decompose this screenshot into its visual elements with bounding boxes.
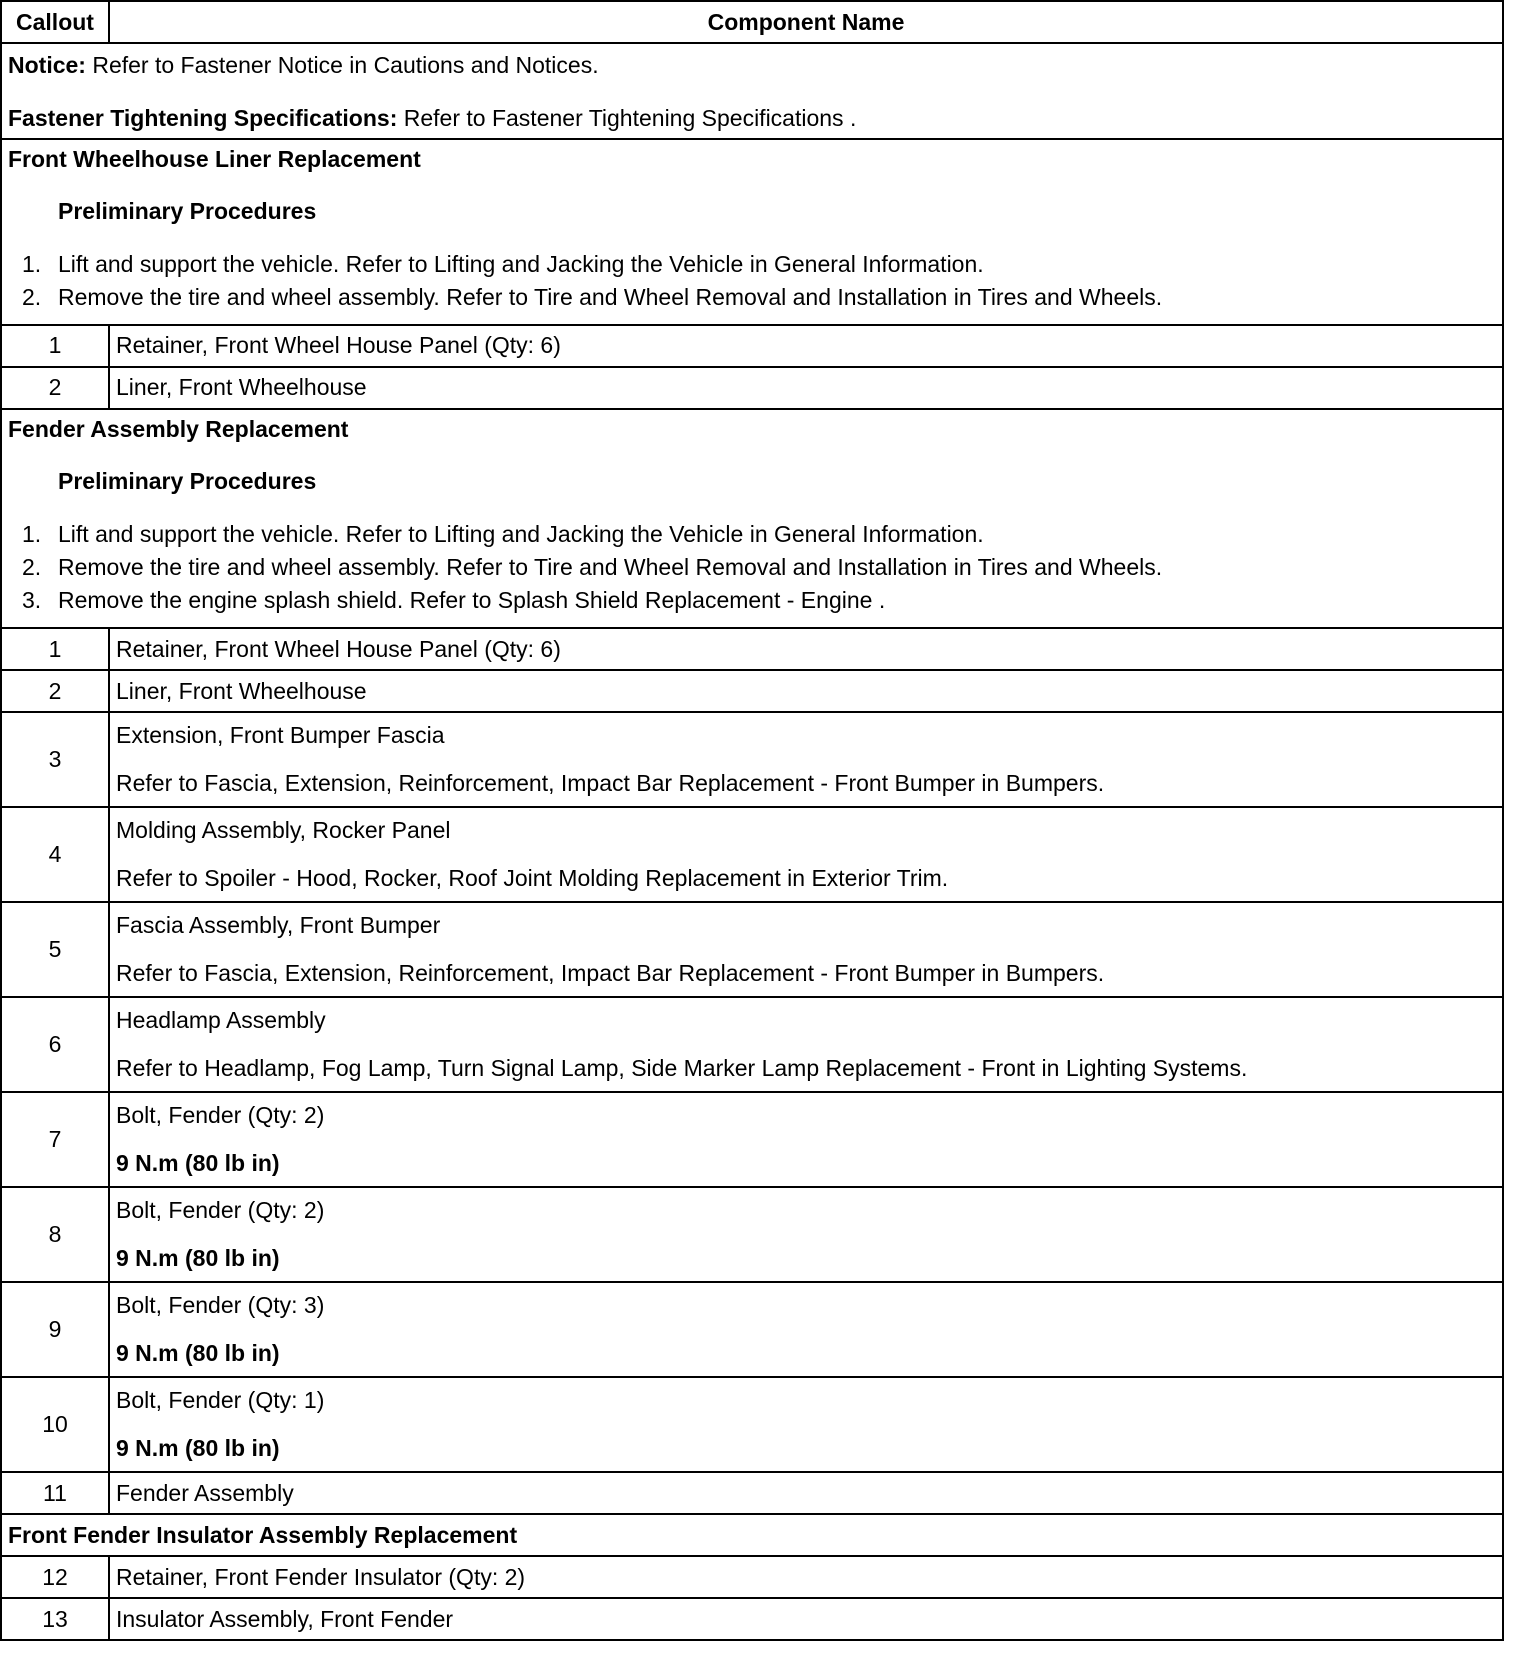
procedure-steps (8, 251, 1496, 311)
table-row (1, 670, 1503, 712)
component-name: Bolt, Fender (Qty: 3) (116, 1291, 325, 1318)
callout-cell: 5 (1, 902, 109, 997)
table-row (1, 325, 1503, 367)
component-reference: Refer to Spoiler - Hood, Rocker, Roof Joint Molding Replacement in Exterior Trim. (116, 865, 949, 892)
procedure-step (8, 284, 1496, 310)
callout-cell: 4 (1, 807, 109, 902)
step-number: 2. (22, 284, 42, 311)
callout-cell: 2 (1, 367, 109, 409)
component-name-cell: Fender Assembly (109, 1472, 1503, 1514)
header-row (1, 1, 1503, 43)
torque-spec: 9 N.m (80 lb in) (116, 1435, 280, 1462)
callout-cell: 7 (1, 1092, 109, 1187)
table-row (1, 1472, 1503, 1514)
table-row (1, 628, 1503, 670)
spec-label: Fastener Tightening Specifications: (8, 105, 398, 132)
callout-cell: 6 (1, 997, 109, 1092)
component-name-cell (109, 1282, 1503, 1377)
table-row (1, 807, 1503, 902)
step-text: Remove the engine splash shield. Refer to Splash Shield Replacement - Engine . (58, 587, 886, 614)
component-name-cell: Insulator Assembly, Front Fender (109, 1598, 1503, 1640)
step-number: 1. (22, 250, 42, 277)
preliminary-title: Preliminary Procedures (58, 198, 317, 225)
component-name-cell (109, 997, 1503, 1092)
table-row (1, 1092, 1503, 1187)
component-name: Bolt, Fender (Qty: 2) (116, 1101, 325, 1128)
section-liner (1, 139, 1503, 325)
component-name-cell (109, 712, 1503, 807)
procedure-steps (8, 521, 1496, 614)
step-number: 2. (22, 553, 42, 580)
section-fender-cell (1, 409, 1503, 628)
callout-cell: 9 (1, 1282, 109, 1377)
component-name: Fascia Assembly, Front Bumper (116, 911, 441, 938)
table-row (1, 1377, 1503, 1472)
component-name: Bolt, Fender (Qty: 2) (116, 1196, 325, 1223)
component-name: Molding Assembly, Rocker Panel (116, 816, 451, 843)
callout-cell: 2 (1, 670, 109, 712)
section-liner-cell (1, 139, 1503, 325)
step-text: Remove the tire and wheel assembly. Refer to Tire and Wheel Removal and Installation in Tires and Wheels. (58, 284, 1163, 311)
section-insulator (1, 1514, 1503, 1556)
procedure-step (8, 521, 1496, 547)
table-row (1, 367, 1503, 409)
callout-cell: 13 (1, 1598, 109, 1640)
section-title: Front Fender Insulator Assembly Replacement (1, 1514, 1503, 1556)
component-reference: Refer to Fascia, Extension, Reinforcement, Impact Bar Replacement - Front Bumper in Bumpers. (116, 770, 1105, 797)
callout-cell: 1 (1, 325, 109, 367)
table-row (1, 902, 1503, 997)
torque-spec: 9 N.m (80 lb in) (116, 1245, 280, 1272)
table-row (1, 1187, 1503, 1282)
component-name-cell (109, 1377, 1503, 1472)
notice-label: Notice: (8, 52, 86, 78)
component-name-cell (109, 807, 1503, 902)
section-title: Fender Assembly Replacement (8, 415, 349, 442)
procedure-step (8, 554, 1496, 580)
step-number: 1. (22, 520, 42, 547)
component-reference: Refer to Headlamp, Fog Lamp, Turn Signal Lamp, Side Marker Lamp Replacement - Front in Lighting Systems. (116, 1055, 1248, 1082)
torque-spec: 9 N.m (80 lb in) (116, 1150, 280, 1177)
table-row (1, 1282, 1503, 1377)
component-name: Bolt, Fender (Qty: 1) (116, 1386, 325, 1413)
notice-cell (1, 43, 1503, 139)
procedure-step (8, 251, 1496, 277)
table-row (1, 997, 1503, 1092)
notice-line (8, 52, 1496, 78)
callout-cell: 8 (1, 1187, 109, 1282)
step-number: 3. (22, 587, 42, 614)
component-name-cell (109, 1187, 1503, 1282)
spec-text: Refer to Fastener Tightening Specifications . (397, 105, 857, 132)
callout-header: Callout (1, 1, 109, 43)
section-fender (1, 409, 1503, 628)
notice-row (1, 43, 1503, 139)
component-name-cell: Liner, Front Wheelhouse (109, 367, 1503, 409)
component-name: Extension, Front Bumper Fascia (116, 721, 445, 748)
component-reference: Refer to Fascia, Extension, Reinforcement, Impact Bar Replacement - Front Bumper in Bumpers. (116, 960, 1105, 987)
component-name-cell: Retainer, Front Wheel House Panel (Qty: 6) (109, 628, 1503, 670)
preliminary-title: Preliminary Procedures (58, 468, 317, 495)
torque-spec: 9 N.m (80 lb in) (116, 1340, 280, 1367)
callout-cell: 11 (1, 1472, 109, 1514)
callout-cell: 10 (1, 1377, 109, 1472)
step-text: Lift and support the vehicle. Refer to Lifting and Jacking the Vehicle in General Information. (58, 250, 984, 277)
component-name-cell: Retainer, Front Fender Insulator (Qty: 2) (109, 1556, 1503, 1598)
table-row (1, 1556, 1503, 1598)
step-text: Lift and support the vehicle. Refer to Lifting and Jacking the Vehicle in General Information. (58, 520, 984, 547)
table-row (1, 712, 1503, 807)
callout-cell: 1 (1, 628, 109, 670)
procedure-step (8, 587, 1496, 613)
notice-text: Refer to Fastener Notice in Cautions and Notices. (85, 52, 599, 78)
callout-cell: 3 (1, 712, 109, 807)
component-name: Headlamp Assembly (116, 1006, 326, 1033)
section-title: Front Wheelhouse Liner Replacement (8, 145, 421, 172)
step-text: Remove the tire and wheel assembly. Refer to Tire and Wheel Removal and Installation in Tires and Wheels. (58, 553, 1163, 580)
component-name-cell (109, 902, 1503, 997)
component-name-cell: Retainer, Front Wheel House Panel (Qty: 6) (109, 325, 1503, 367)
component-name-header: Component Name (109, 1, 1503, 43)
component-name-cell: Liner, Front Wheelhouse (109, 670, 1503, 712)
component-name-cell (109, 1092, 1503, 1187)
table-row (1, 1598, 1503, 1640)
spec-line (8, 105, 1496, 131)
callout-cell: 12 (1, 1556, 109, 1598)
